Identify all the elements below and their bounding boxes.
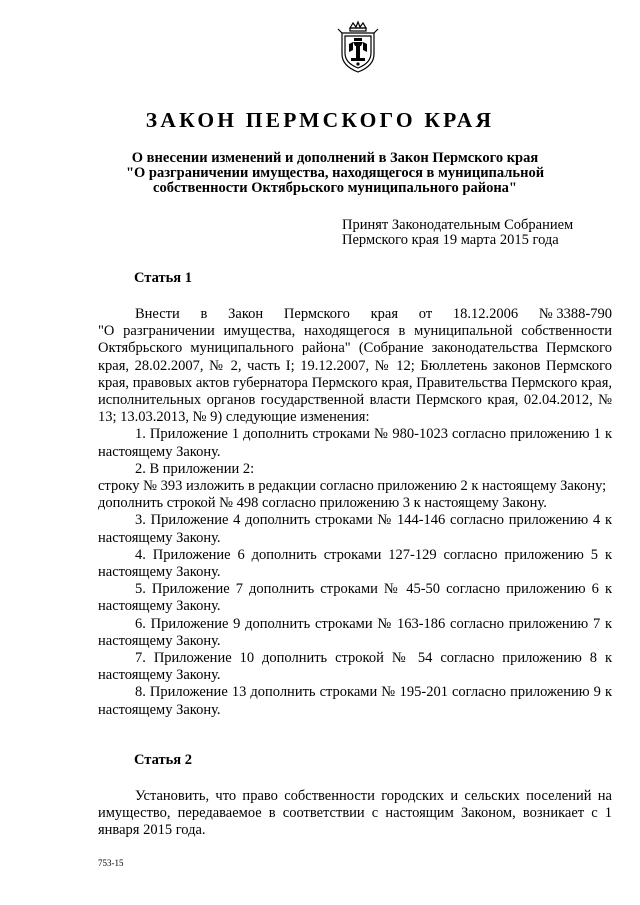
article-1-heading: Статья 1 xyxy=(134,270,192,286)
amendment-item: 1. Приложение 1 дополнить строками № 980-1023 согласно приложению 1 к настоящему Закону. xyxy=(98,426,612,460)
law-subtitle xyxy=(100,151,570,196)
amendment-item: 3. Приложение 4 дополнить строками № 144-146 согласно приложению 4 к настоящему Закону. xyxy=(98,512,612,546)
amendment-item: 6. Приложение 9 дополнить строками № 163-186 согласно приложению 7 к настоящему Закону. xyxy=(98,615,612,649)
amendment-item: 5. Приложение 7 дополнить строками № 45-50 согласно приложению 6 к настоящему Закону. xyxy=(98,581,612,615)
law-title: ЗАКОН ПЕРМСКОГО КРАЯ xyxy=(145,108,495,132)
amendment-item: 8. Приложение 13 дополнить строками № 195-201 согласно приложению 9 к настоящему Закону. xyxy=(98,684,612,718)
amendment-item: 2. В приложении 2: xyxy=(135,460,255,477)
article-2-text: Установить, что право собственности городских и сельских поселений на имущество, передаваемое в соответствии с настоящим Законом, возникает с 1 января 2015 года. xyxy=(98,788,612,839)
article-1-intro-rest: "О разграничении имущества, находящегося в муниципальной собственности Октябрьского муниципального района" (Собрание законодательства Пермского края, 28.02.2007, № 2, часть I; 19.12.2007, № 12; Бюллетень законов Пермского края, правовых актов губернатора Пермского края, Правительства Пермского края, исполнительных органов государственной власти Пермского края, 02.04.2012, № 13; 13.03.2013, № 9) следующие изменения: xyxy=(98,323,612,426)
article-2-body xyxy=(98,788,612,840)
intro-word: от xyxy=(418,306,433,322)
article-1-intro-first-line xyxy=(135,306,612,323)
subtitle-line: "О разграничении имущества, находящегося в муниципальной xyxy=(125,165,545,181)
subtitle-line: О внесении изменений и дополнений в Закон Пермского края xyxy=(131,150,539,166)
article-1-body xyxy=(98,306,612,719)
document-code: 753-15 xyxy=(98,858,124,868)
intro-word: № 3388-790 xyxy=(538,306,612,322)
subtitle-line: собственности Октябрьского муниципального района" xyxy=(153,180,517,196)
coat-of-arms-icon xyxy=(336,20,380,76)
adoption-line: Пермского края 19 марта 2015 года xyxy=(342,232,559,248)
amendment-item: 4. Приложение 6 дополнить строками 127-129 согласно приложению 5 к настоящему Закону. xyxy=(98,546,612,581)
intro-word: Закон xyxy=(228,306,264,322)
amendment-subitem: строку № 393 изложить в редакции согласно приложению 2 к настоящему Закону; xyxy=(98,478,607,495)
amendment-item: 7. Приложение 10 дополнить строкой № 54 согласно приложению 8 к настоящему Закону. xyxy=(98,650,612,684)
adoption-note xyxy=(342,218,573,248)
adoption-line: Принят Законодательным Собранием xyxy=(342,217,574,233)
amendment-subitem: дополнить строкой № 498 согласно приложению 3 к настоящему Закону. xyxy=(98,495,547,512)
intro-word: Внести xyxy=(135,306,180,322)
intro-word: края xyxy=(370,306,399,322)
article-2-heading: Статья 2 xyxy=(134,752,192,768)
intro-word: Пермского xyxy=(283,306,350,322)
intro-word: в xyxy=(200,306,208,322)
intro-word: 18.12.2006 xyxy=(452,306,519,322)
